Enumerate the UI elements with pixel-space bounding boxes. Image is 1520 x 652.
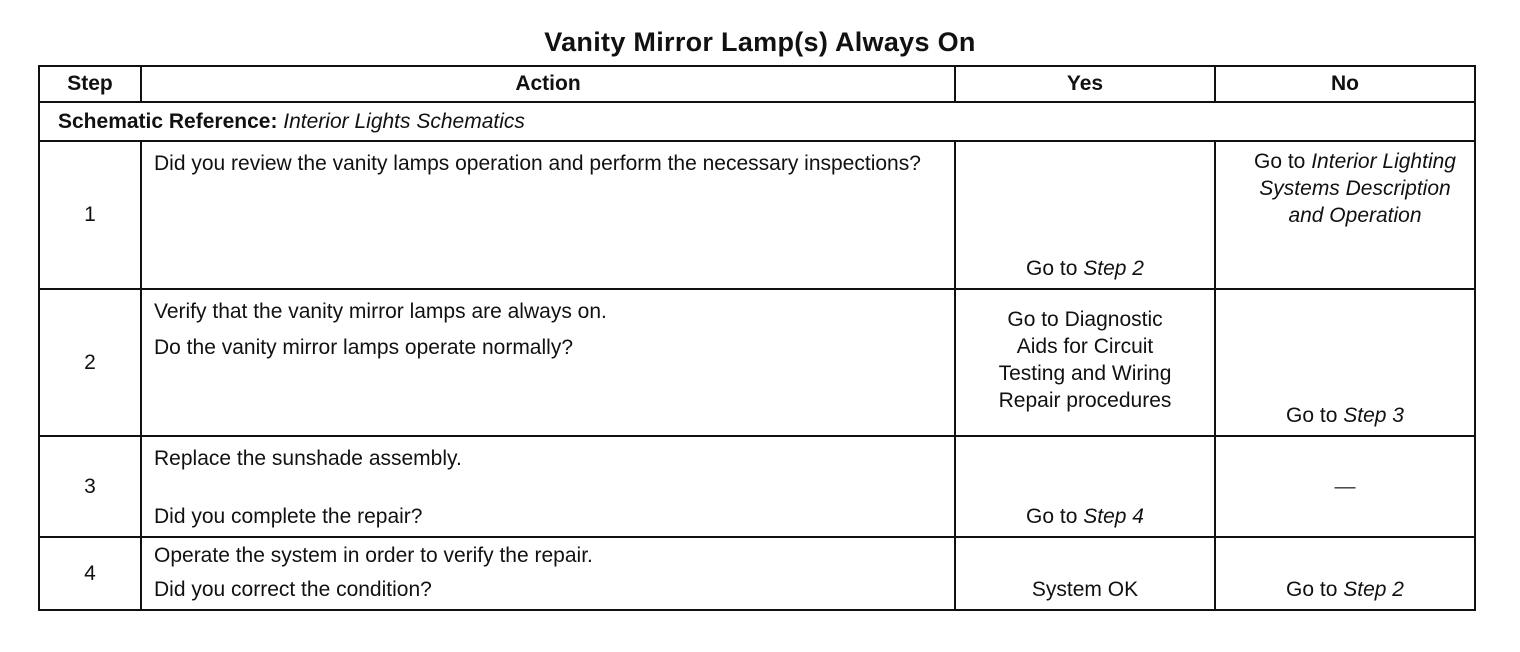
yes-cell [955,141,1215,289]
no-outcome [1216,403,1474,429]
schematic-label: Schematic Reference: [58,109,278,133]
header-yes: Yes [955,66,1215,102]
yes-cell [955,537,1215,610]
action-text: Did you review the vanity lamps operation and perform the necessary inspections? [154,152,921,175]
yes-cell [955,289,1215,436]
yes-outcome[interactable]: Go to Diagnostic Aids for Circuit Testing and Wiring Repair procedures [998,308,1172,412]
page-title: Vanity Mirror Lamp(s) Always On [544,27,976,57]
no-step-link[interactable]: Step 3 [1343,404,1404,427]
action-cell [141,537,955,610]
yes-step-link[interactable]: Step 4 [1083,505,1144,528]
header-no: No [1215,66,1475,102]
diagnostic-table [38,65,1476,611]
action-question: Did you correct the condition? [154,578,432,601]
schematic-link[interactable]: Interior Lights Schematics [283,109,525,133]
yes-cell [955,436,1215,537]
step-number: 3 [39,436,141,537]
no-cell [1215,289,1475,436]
action-question: Do the vanity mirror lamps operate normally? [154,336,573,359]
no-prefix: Go to [1254,150,1306,173]
action-text: Operate the system in order to verify the repair. [154,544,593,567]
no-prefix: Go to [1286,578,1338,601]
no-prefix: Go to [1286,404,1338,427]
action-text: Verify that the vanity mirror lamps are always on. [154,300,607,323]
action-cell [141,141,955,289]
table-row [39,289,1475,436]
schematic-row [39,102,1475,141]
header-row [39,66,1475,102]
action-text: Replace the sunshade assembly. [154,447,462,470]
yes-step-link[interactable]: Step 2 [1083,257,1144,280]
table-row [39,436,1475,537]
no-step-link[interactable]: Step 2 [1343,578,1404,601]
no-outcome [1216,142,1474,229]
yes-outcome[interactable]: System OK [1031,578,1139,601]
action-cell [141,289,955,436]
no-cell [1215,537,1475,610]
step-number: 2 [39,289,141,436]
no-doc-link[interactable]: Interior Lighting Systems Description and Operation [1259,150,1456,227]
no-cell [1215,436,1475,537]
action-cell [141,436,955,537]
yes-prefix: Go to [1026,257,1078,280]
schematic-reference [39,102,1475,141]
step-number: 1 [39,141,141,289]
no-outcome [1216,577,1474,603]
action-question: Did you complete the repair? [154,505,423,528]
yes-outcome [956,256,1214,282]
yes-prefix: Go to [1026,505,1078,528]
table-row [39,141,1475,289]
yes-outcome [956,504,1214,530]
table-row [39,537,1475,610]
no-outcome: — [1334,474,1356,498]
step-number: 4 [39,537,141,610]
header-action: Action [141,66,955,102]
no-cell [1215,141,1475,289]
header-step: Step [39,66,141,102]
